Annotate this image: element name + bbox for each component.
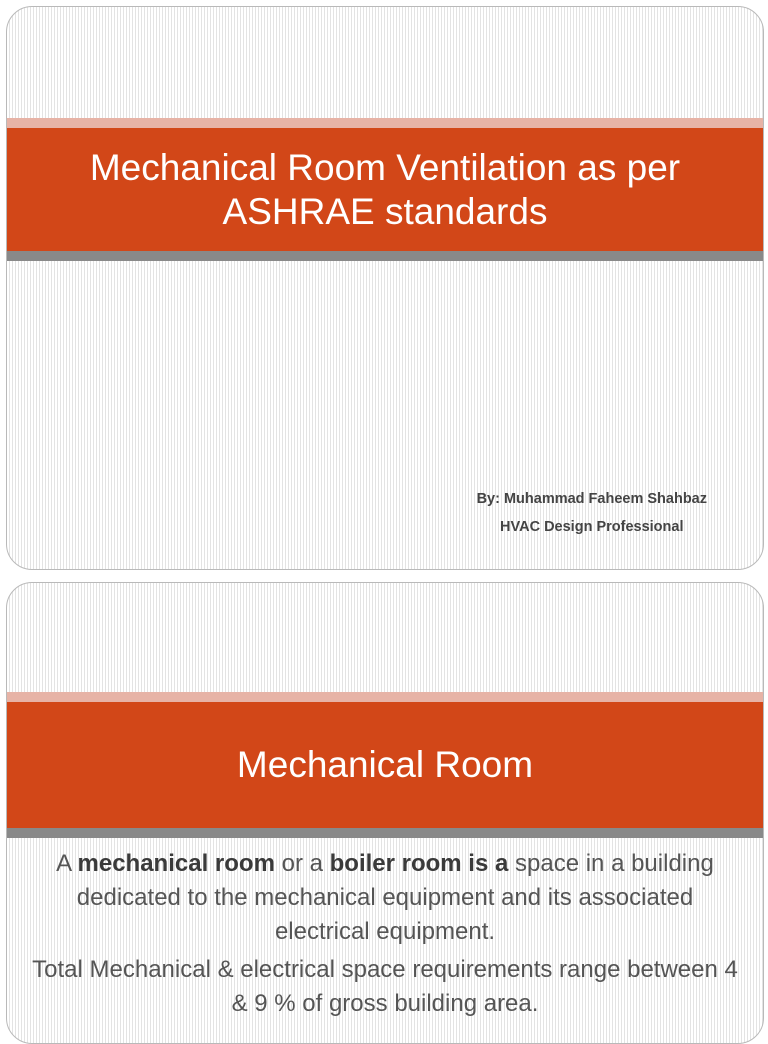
text-run: space in a building dedicated to the mechanical equipment and its associated electrical equipment. [76, 850, 714, 945]
author-name: By: Muhammad Faheem Shahbaz [476, 491, 707, 507]
text-run: or a [274, 850, 330, 877]
bold-term-boiler-room: boiler room is a [329, 850, 509, 877]
slide-mechanical-room [6, 582, 764, 1044]
slide-title [6, 6, 764, 570]
text-run: A [56, 850, 78, 877]
definition-paragraph [27, 847, 743, 949]
slide-body [27, 847, 743, 1025]
space-requirement-paragraph: Total Mechanical & electrical space requirements range between 4 & 9 % of gross building area. [32, 956, 738, 1017]
byline [477, 485, 707, 541]
title-band [7, 692, 763, 838]
presentation-title: Mechanical Room Ventilation as per ASHRAE standards [89, 146, 681, 232]
title-band [7, 118, 763, 261]
slide-title: Mechanical Room [236, 744, 534, 785]
author-role: HVAC Design Professional [500, 519, 684, 535]
bold-term-mechanical-room: mechanical room [77, 850, 275, 877]
